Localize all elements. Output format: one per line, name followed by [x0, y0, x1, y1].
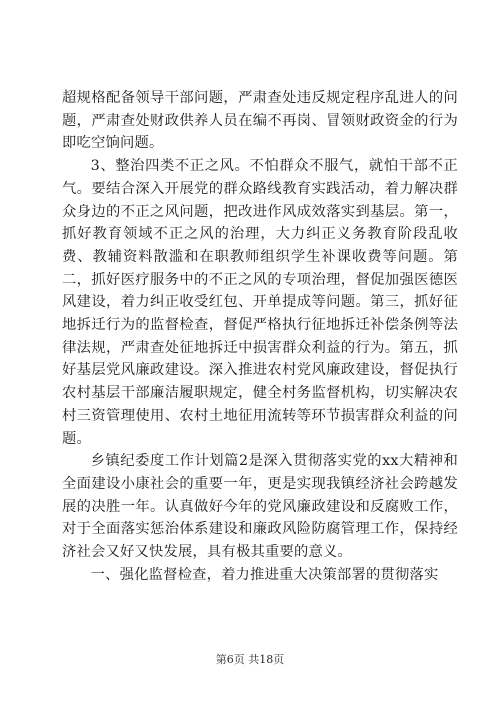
paragraph-4: 一、强化监督检查，着力推进重大决策部署的贯彻落实: [90, 566, 439, 583]
document-body: [62, 87, 458, 586]
paragraph-2: 3、整治四类不正之风。不怕群众不服气，就怕干部不正气。要结合深入开展党的群众路线教育实践活动，着力解决群众身边的不正之风问题，把改进作风成效落实到基层。第一，抓好教育领域不正之风的治理，大力纠正义务教育阶段乱收费、教辅资料散滥和在职教师组织学生补课收费等问题。第二，抓好医疗服务中的不正之风的专项治理，督促加强医德医风建设，着力纠正收受红包、开单提成等问题。第三，抓好征地拆迁行为的监督检查，督促严格执行征地拆迁补偿条例等法律法规，严肃查处征地拆迁中损害群众利益的行为。第五，抓好基层党风廉政建设。深入推进农村党风廉政建设，督促执行农村基层干部廉洁履职规定，健全村务监督机构，切实解决农村三资管理使用、农村土地征用流转等环节损害群众利益的问题。: [62, 158, 458, 447]
page-number-footer: 第6页 共18页: [215, 653, 285, 666]
paragraph-1: 超规格配备领导干部问题，严肃查处违反规定程序乱进人的问题，严肃查处财政供养人员在编不再岗、冒领财政资金的行为即吃空饷问题。: [62, 90, 458, 152]
paragraph-3: 乡镇纪委度工作计划篇2是深入贯彻落实党的xx大精神和全面建设小康社会的重要一年，更是实现我镇经济社会跨越发展的决胜一年。认真做好今年的党风廉政建设和反腐败工作，对于全面落实惩治体系建设和廉政风险防腐管理工作，保持经济社会又好又快发展，具有极其重要的意义。: [62, 453, 458, 561]
